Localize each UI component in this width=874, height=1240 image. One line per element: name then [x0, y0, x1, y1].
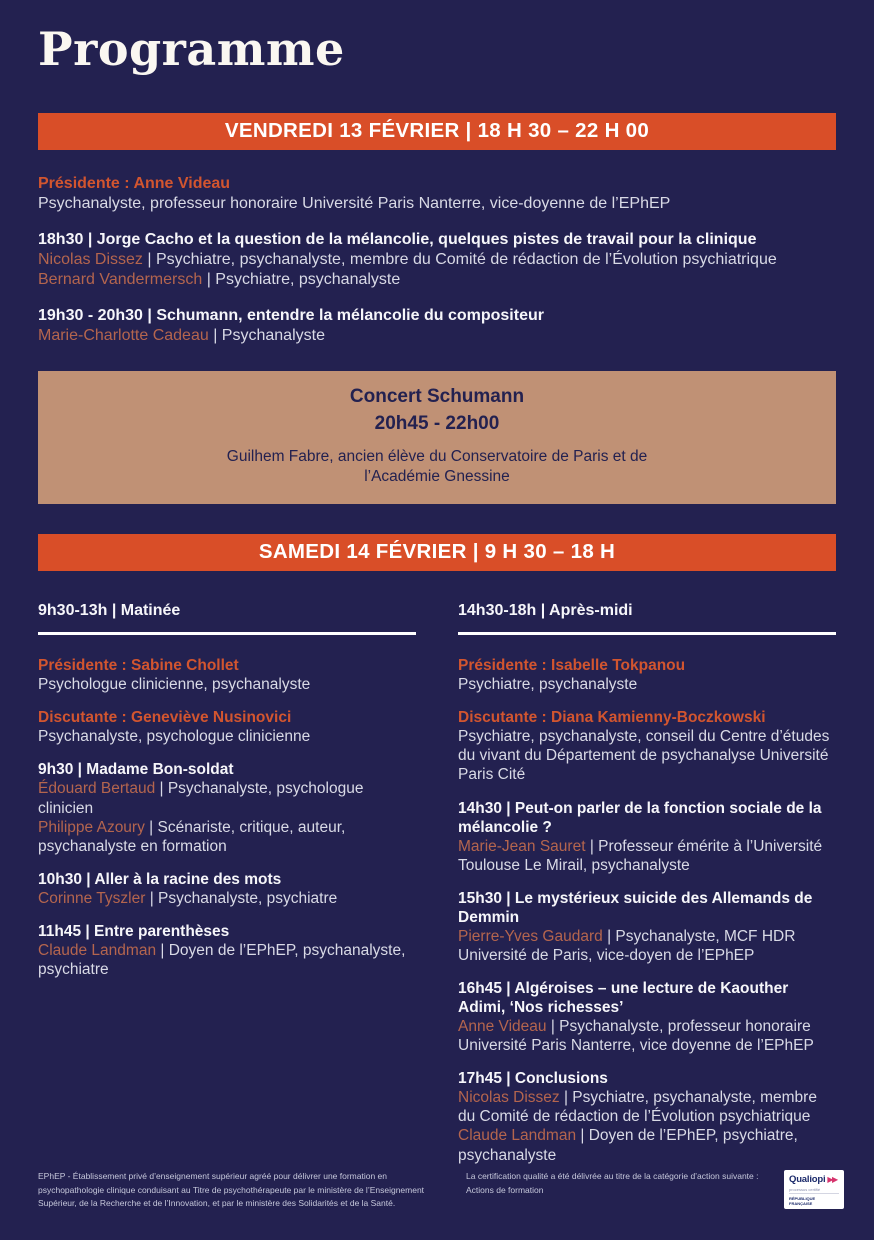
- morning-president-desc: Psychologue clinicienne, psychanalyste: [38, 676, 311, 694]
- saturday-morning-column: [38, 601, 416, 1179]
- qualiopi-logo: [784, 1170, 844, 1209]
- friday-section: [38, 174, 836, 346]
- speaker-desc: | Psychiatre, psychanalyste: [206, 270, 401, 288]
- session-item: [458, 889, 836, 965]
- divider: [38, 632, 416, 635]
- speaker-line: [458, 837, 836, 875]
- saturday-columns: [38, 601, 836, 1179]
- speaker-name: Anne Videau: [458, 1018, 547, 1036]
- speaker-desc: | Doyen de l’EPhEP, psychanalyste, psychiatre: [38, 941, 406, 978]
- saturday-banner: SAMEDI 14 FÉVRIER | 9 H 30 – 18 H: [38, 534, 836, 571]
- qualiopi-arrows-icon: ▶▶: [827, 1175, 837, 1185]
- footer-certification-text: [466, 1170, 771, 1196]
- speaker-desc: | Psychanalyste: [213, 326, 325, 344]
- speaker-line: [38, 326, 836, 346]
- afternoon-president-desc: Psychiatre, psychanalyste: [458, 676, 638, 694]
- divider: [458, 632, 836, 635]
- session-item: [458, 799, 836, 875]
- concert-time: 20h45 - 22h00: [374, 413, 500, 435]
- speaker-name: Claude Landman: [38, 941, 157, 959]
- speaker-desc: | Psychiatre, psychanalyste, membre du Comité de rédaction de l’Évolution psychiatrique: [458, 1089, 817, 1126]
- speaker-line: [38, 779, 416, 817]
- qualiopi-country: RÉPUBLIQUE FRANÇAISE: [789, 1193, 839, 1206]
- speaker-line: [38, 250, 836, 270]
- speaker-line: [38, 818, 416, 856]
- speaker-name: Marie-Jean Sauret: [458, 837, 586, 855]
- speaker-line: [458, 1017, 836, 1055]
- speaker-desc: | Psychanalyste, psychiatre: [149, 889, 338, 907]
- session-item: [38, 922, 416, 979]
- session-title: 16h45 | Algéroises – une lecture de Kaouther Adimi, ‘Nos richesses’: [458, 980, 789, 1017]
- speaker-name: Corinne Tyszler: [38, 889, 146, 907]
- friday-president-desc: Psychanalyste, professeur honoraire Université Paris Nanterre, vice-doyenne de l’EPhEP: [38, 194, 671, 212]
- afternoon-discutante-label: Discutante : Diana Kamienny-Boczkowski: [458, 709, 766, 727]
- qualiopi-logo-top: [789, 1174, 839, 1185]
- speaker-desc: | Psychanalyste, professeur honoraire Université Paris Nanterre, vice doyenne de l’EPhEP: [458, 1018, 814, 1055]
- friday-banner: VENDREDI 13 FÉVRIER | 18 H 30 – 22 H 00: [38, 113, 836, 150]
- speaker-desc: | Psychanalyste, MCF HDR Université de Paris, vice-doyen de l’EPhEP: [458, 927, 796, 964]
- morning-discutante-label: Discutante : Geneviève Nusinovici: [38, 709, 292, 727]
- morning-discutante-block: [38, 708, 416, 746]
- afternoon-discutante-block: [458, 708, 836, 784]
- speaker-name: Pierre-Yves Gaudard: [458, 927, 603, 945]
- footer-certification-line1: La certification qualité a été délivrée au titre de la catégorie d’action suivante :: [466, 1171, 759, 1182]
- speaker-desc: | Psychiatre, psychanalyste, membre du Comité de rédaction de l’Évolution psychiatrique: [147, 250, 777, 268]
- speaker-line: [458, 1126, 836, 1164]
- concert-desc: Guilhem Fabre, ancien élève du Conservatoire de Paris et de l’Académie Gnessine: [226, 448, 648, 485]
- speaker-name: Claude Landman: [458, 1127, 577, 1145]
- speaker-line: [458, 927, 836, 965]
- morning-president-block: [38, 656, 416, 694]
- speaker-name: Nicolas Dissez: [38, 250, 143, 268]
- session-item: [458, 1069, 836, 1164]
- session-item: [38, 870, 416, 908]
- morning-header: 9h30-13h | Matinée: [38, 601, 181, 619]
- session-item: [458, 979, 836, 1055]
- speaker-desc: | Scénariste, critique, auteur, psychanalyste en formation: [38, 818, 346, 855]
- concert-box: [38, 371, 836, 504]
- footer-certification-line2: Actions de formation: [466, 1184, 544, 1195]
- morning-president-label: Présidente : Sabine Chollet: [38, 657, 239, 675]
- afternoon-header: 14h30-18h | Après-midi: [458, 601, 633, 619]
- session-title: 14h30 | Peut-on parler de la fonction sociale de la mélancolie ?: [458, 799, 822, 836]
- speaker-name: Bernard Vandermersch: [38, 270, 203, 288]
- friday-president-label: Présidente : Anne Videau: [38, 174, 231, 192]
- afternoon-discutante-desc: Psychiatre, psychanalyste, conseil du Centre d’études du vivant du Département de psychanalyse Université Paris Cité: [458, 728, 830, 784]
- session-item: [38, 230, 836, 290]
- speaker-name: Nicolas Dissez: [458, 1089, 560, 1107]
- footer-accreditation-text: EPhEP - Établissement privé d’enseignement supérieur agréé pour délivrer une formation en psychopathologie clinique conduisant au Titre de psychothérapeute par le ministère de l’Enseignement Supérieur, de la Recherche et de l’Innovation, et par le ministère des Solidarités et de la Santé.: [38, 1171, 425, 1208]
- session-title: 10h30 | Aller à la racine des mots: [38, 870, 282, 888]
- speaker-name: Philippe Azoury: [38, 818, 145, 836]
- session-title: 11h45 | Entre parenthèses: [38, 922, 230, 940]
- session-title: 17h45 | Conclusions: [458, 1070, 608, 1088]
- afternoon-president-label: Présidente : Isabelle Tokpanou: [458, 657, 686, 675]
- qualiopi-logo-text: Qualiopi: [789, 1174, 826, 1186]
- session-title: 9h30 | Madame Bon-soldat: [38, 761, 234, 779]
- qualiopi-tagline: processus certifié: [789, 1186, 821, 1192]
- session-item: [38, 760, 416, 855]
- speaker-line: [38, 889, 416, 908]
- speaker-name: Édouard Bertaud: [38, 780, 156, 798]
- morning-discutante-desc: Psychanalyste, psychologue clinicienne: [38, 728, 311, 746]
- friday-president-block: [38, 174, 836, 214]
- speaker-line: [458, 1088, 836, 1126]
- speaker-line: [38, 270, 836, 290]
- session-title: 15h30 | Le mystérieux suicide des Allemands de Demmin: [458, 889, 813, 926]
- session-title: 19h30 - 20h30 | Schumann, entendre la mélancolie du compositeur: [38, 306, 544, 324]
- speaker-desc: | Professeur émérite à l’Université Toulouse Le Mirail, psychanalyste: [458, 837, 823, 874]
- speaker-desc: | Doyen de l’EPhEP, psychiatre, psychanalyste: [458, 1127, 798, 1164]
- saturday-afternoon-column: [458, 601, 836, 1179]
- afternoon-president-block: [458, 656, 836, 694]
- footer: [38, 1170, 844, 1210]
- speaker-desc: | Psychanalyste, psychologue clinicien: [38, 780, 364, 817]
- speaker-line: [38, 941, 416, 979]
- speaker-name: Marie-Charlotte Cadeau: [38, 326, 209, 344]
- page-title: Programme: [38, 22, 345, 76]
- session-item: [38, 306, 836, 346]
- concert-title: Concert Schumann: [349, 385, 525, 407]
- session-title: 18h30 | Jorge Cacho et la question de la mélancolie, quelques pistes de travail pour la clinique: [38, 230, 757, 248]
